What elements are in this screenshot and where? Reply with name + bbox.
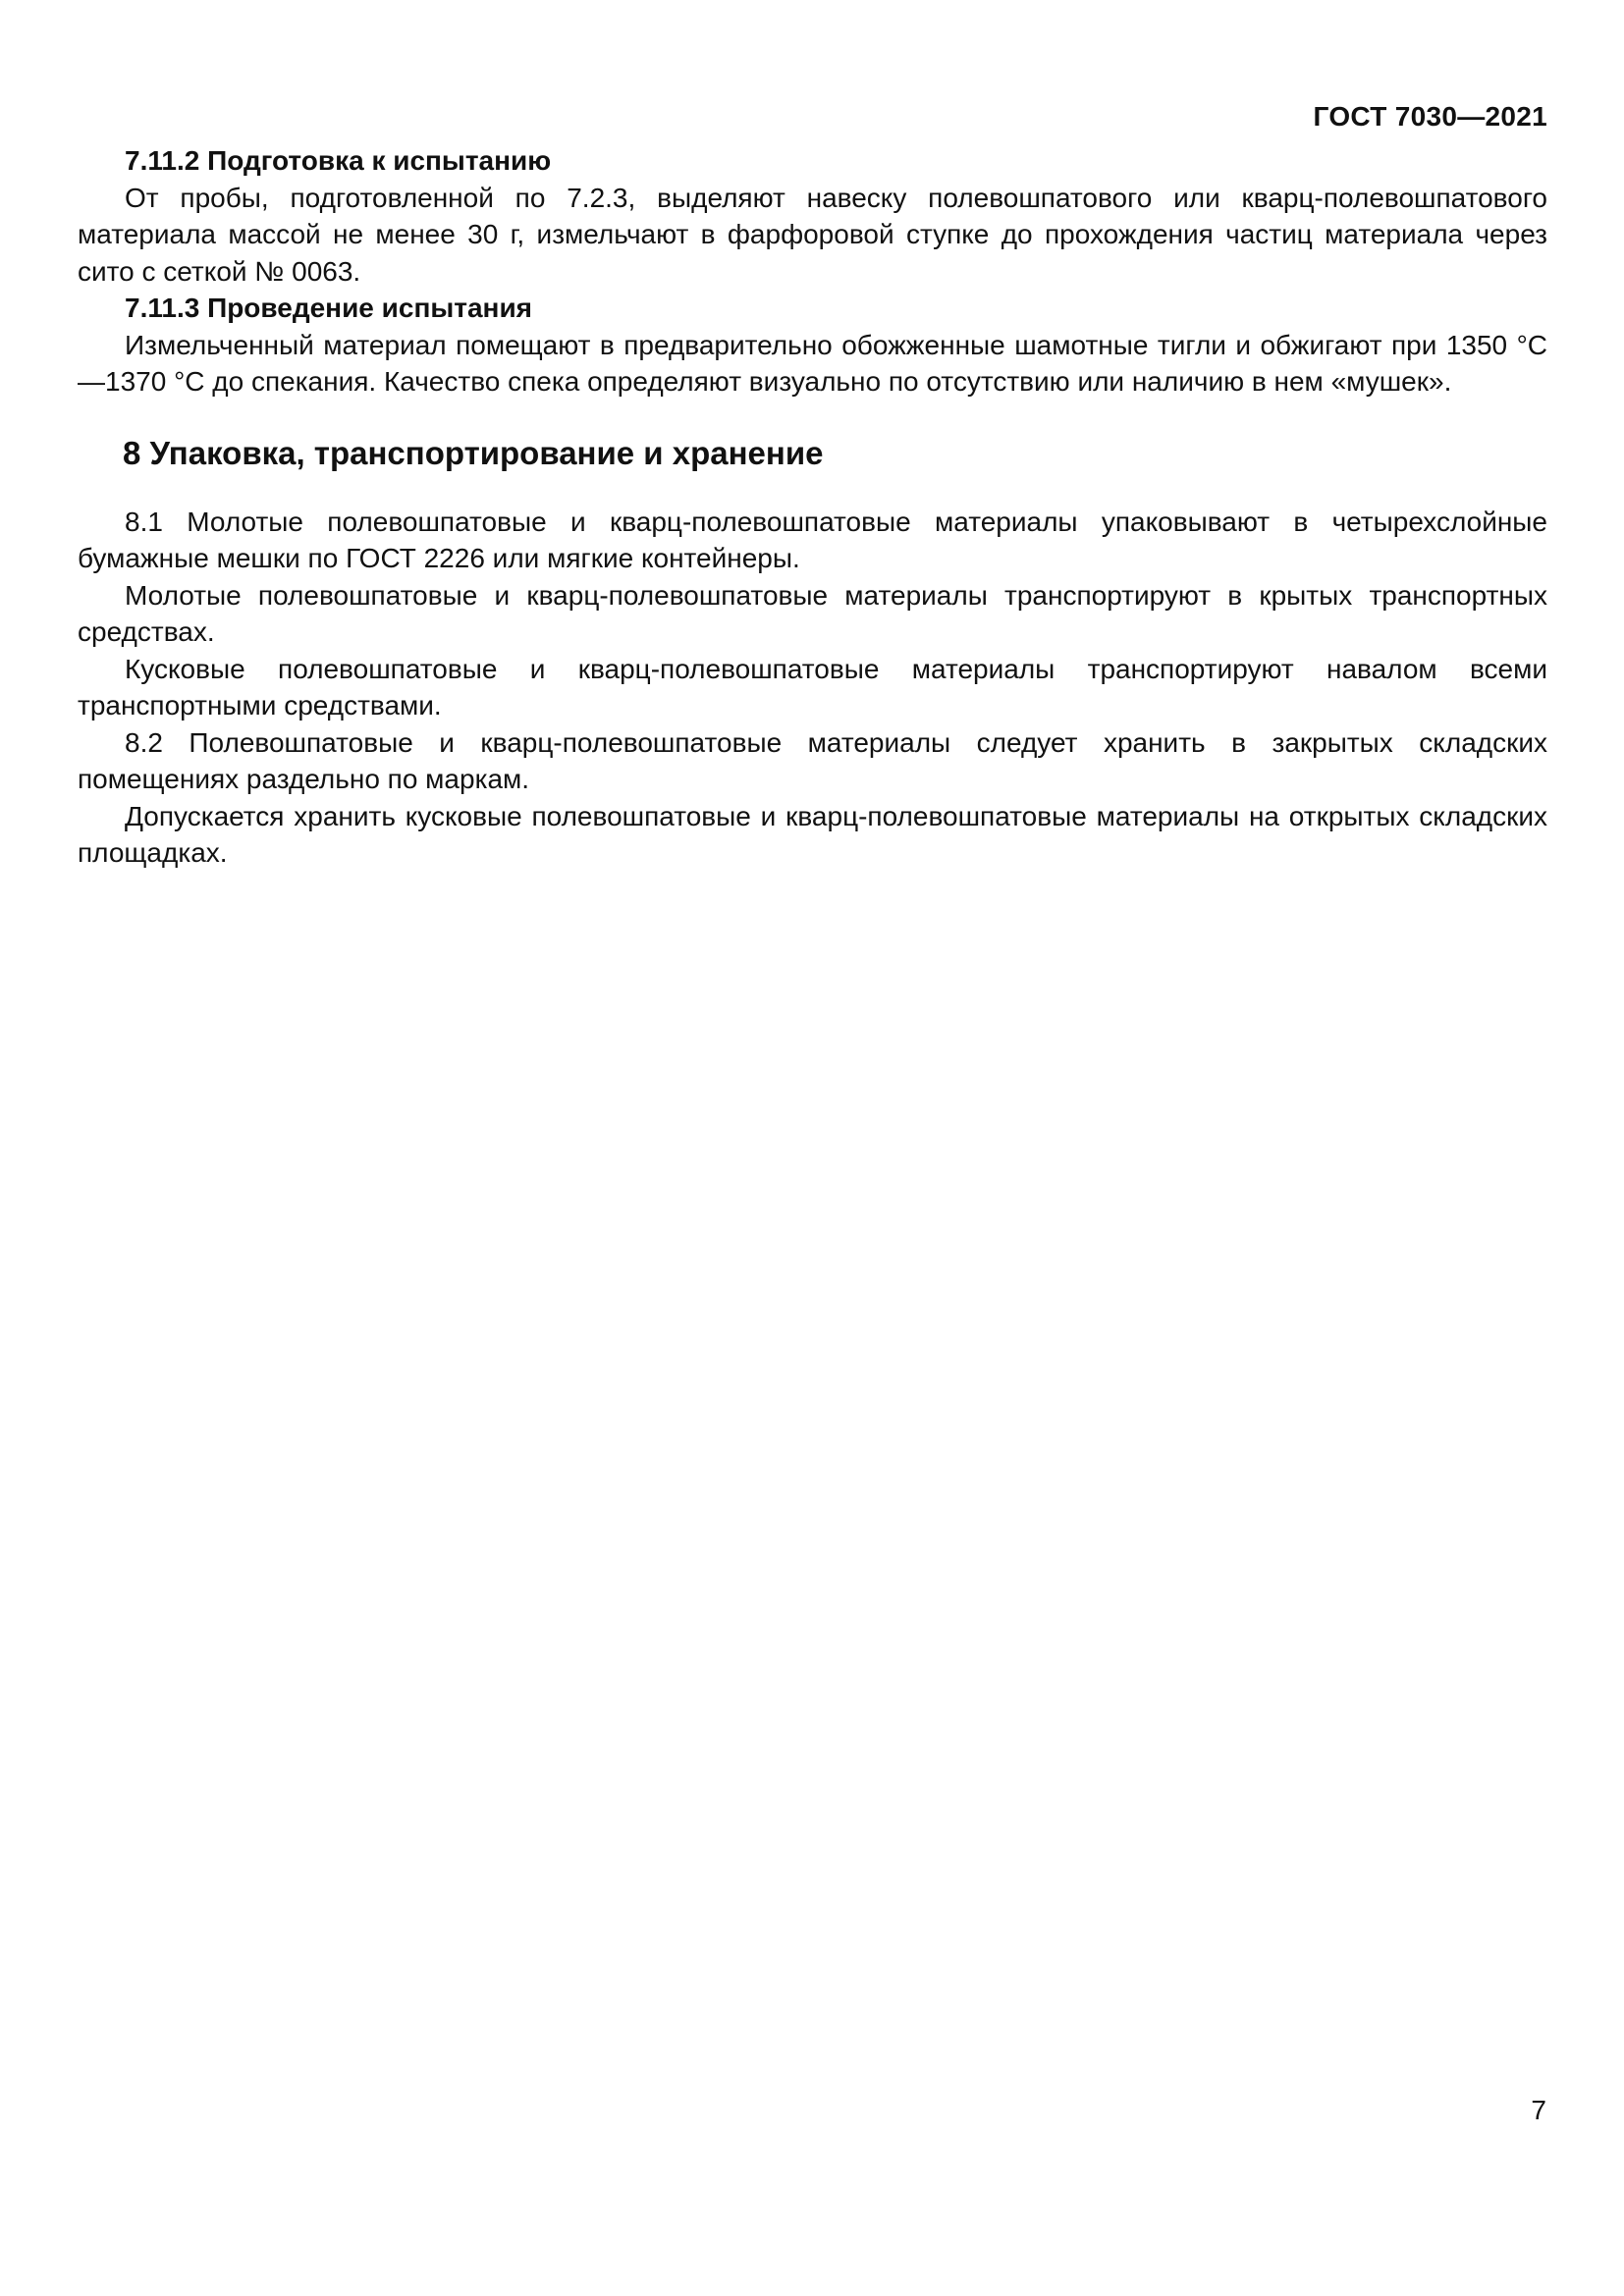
section-8-heading: 8 Упаковка, транспортирование и хранение: [123, 434, 824, 471]
document-body: [78, 142, 1547, 872]
clause-7-11-3-text: Измельченный материал помещают в предварительно обожженные шамотные тигли и обжигают при 1350 °С—1370 °С до спекания. Качество спека определяют визуально по отсутствию или наличию в нем «мушек».: [78, 329, 1547, 397]
clause-7-11-2-heading: 7.11.2 Подготовка к испытанию: [125, 145, 552, 176]
clause-8-2-open-storage-text: Допускается хранить кусковые полевошпатовые и кварц-полевошпатовые материалы на открытых складских площадках.: [78, 800, 1547, 868]
clause-8-1-transport-bulk-text: Кусковые полевошпатовые и кварц-полевошпатовые материалы транспортируют навалом всеми транспортными средствами.: [78, 653, 1547, 721]
clause-8-1-text: 8.1 Молотые полевошпатовые и кварц-полевошпатовые материалы упаковывают в четырехслойные бумажные мешки по ГОСТ 2226 или мягкие контейнеры.: [78, 506, 1547, 573]
page-number: 7: [1531, 2095, 1546, 2125]
clause-7-11-2-text: От пробы, подготовленной по 7.2.3, выделяют навеску полевошпатового или кварц-полевошпатового материала массой не менее 30 г, измельчают в фарфоровой ступке до прохождения частиц материала через сито с сеткой № 0063.: [78, 182, 1547, 287]
clause-8-1-transport-covered-text: Молотые полевошпатовые и кварц-полевошпатовые материалы транспортируют в крытых транспортных средствах.: [78, 579, 1547, 647]
clause-7-11-3-heading: 7.11.3 Проведение испытания: [125, 293, 533, 323]
clause-8-2-text: 8.2 Полевошпатовые и кварц-полевошпатовые материалы следует хранить в закрытых складских помещениях раздельно по маркам.: [78, 726, 1547, 794]
doc-number-header: ГОСТ 7030—2021: [1313, 101, 1547, 132]
